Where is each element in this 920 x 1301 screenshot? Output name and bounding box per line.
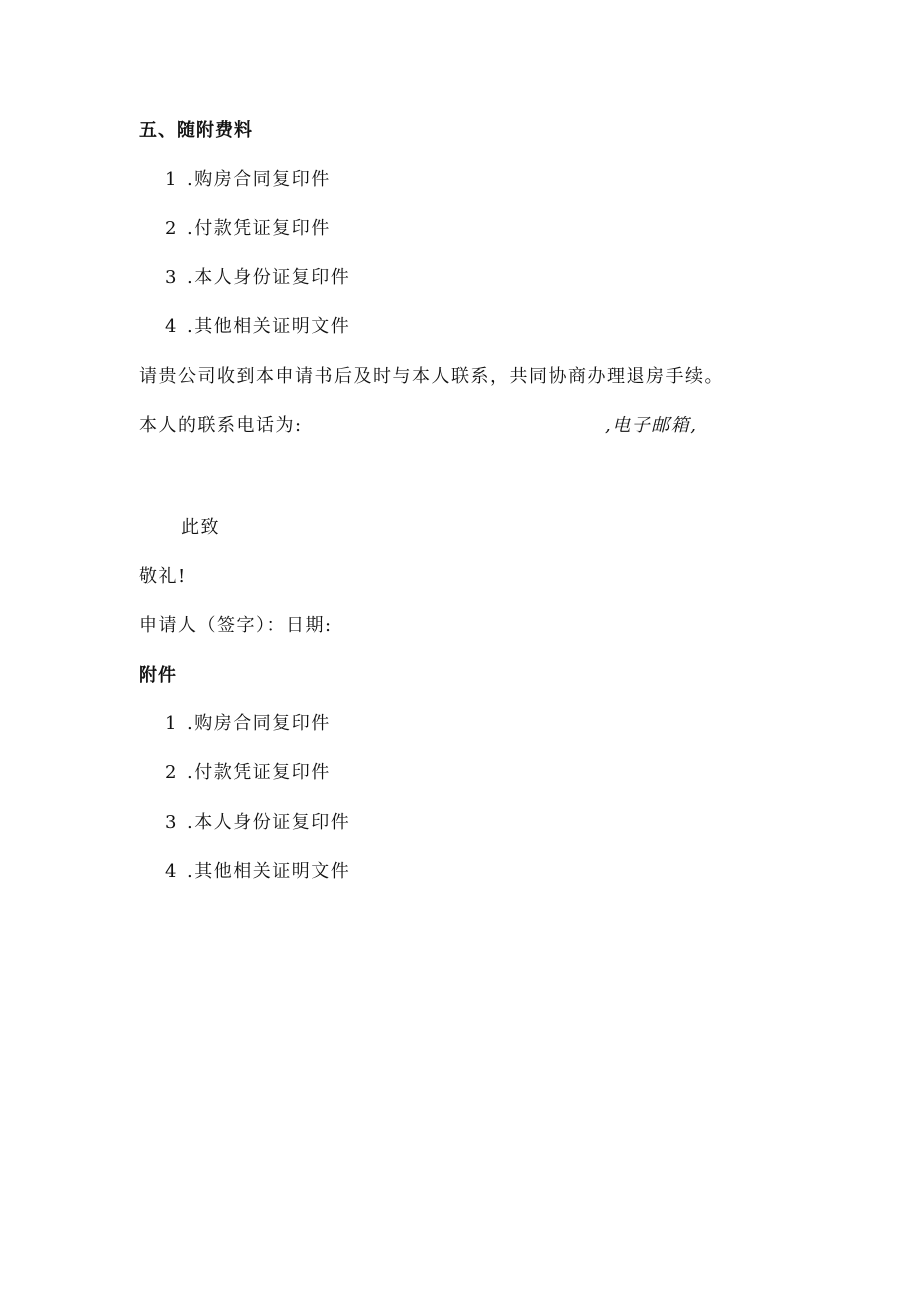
request-paragraph: 请贵公司收到本申请书后及时与本人联系，共同协商办理退房手续。	[139, 366, 724, 387]
list-item	[165, 217, 331, 241]
list-item	[165, 168, 331, 192]
section-title: 五、随附费料	[139, 120, 253, 141]
item-text: .购房合同复印件	[187, 169, 331, 190]
list-item	[165, 811, 350, 835]
item-text: .其他相关证明文件	[187, 316, 351, 337]
list-item	[165, 761, 331, 785]
list-item	[165, 315, 350, 339]
item-number: 4	[165, 861, 178, 882]
item-number: 3	[165, 812, 178, 833]
closing-greeting: 此致	[181, 517, 220, 538]
list-item	[165, 712, 331, 736]
item-text: .本人身份证复印件	[187, 267, 351, 288]
signature-line: 申请人（签字）：日期:	[139, 615, 333, 636]
item-number: 2	[165, 762, 178, 783]
item-text: .购房合同复印件	[187, 713, 331, 734]
item-text: .其他相关证明文件	[187, 861, 351, 882]
list-item	[165, 860, 350, 884]
item-number: 2	[165, 218, 178, 239]
item-number: 3	[165, 267, 178, 288]
closing-salute: 敬礼!	[139, 566, 187, 587]
list-item	[165, 266, 350, 290]
attachments-title: 附件	[139, 665, 177, 686]
item-text: .本人身份证复印件	[187, 812, 351, 833]
item-number: 1	[165, 713, 178, 734]
item-number: 1	[165, 169, 178, 190]
contact-phone-label: 本人的联系电话为:	[139, 415, 303, 436]
item-number: 4	[165, 316, 178, 337]
item-text: .付款凭证复印件	[187, 762, 331, 783]
item-text: .付款凭证复印件	[187, 218, 331, 239]
contact-email-label: ,电子邮箱,	[605, 415, 698, 436]
